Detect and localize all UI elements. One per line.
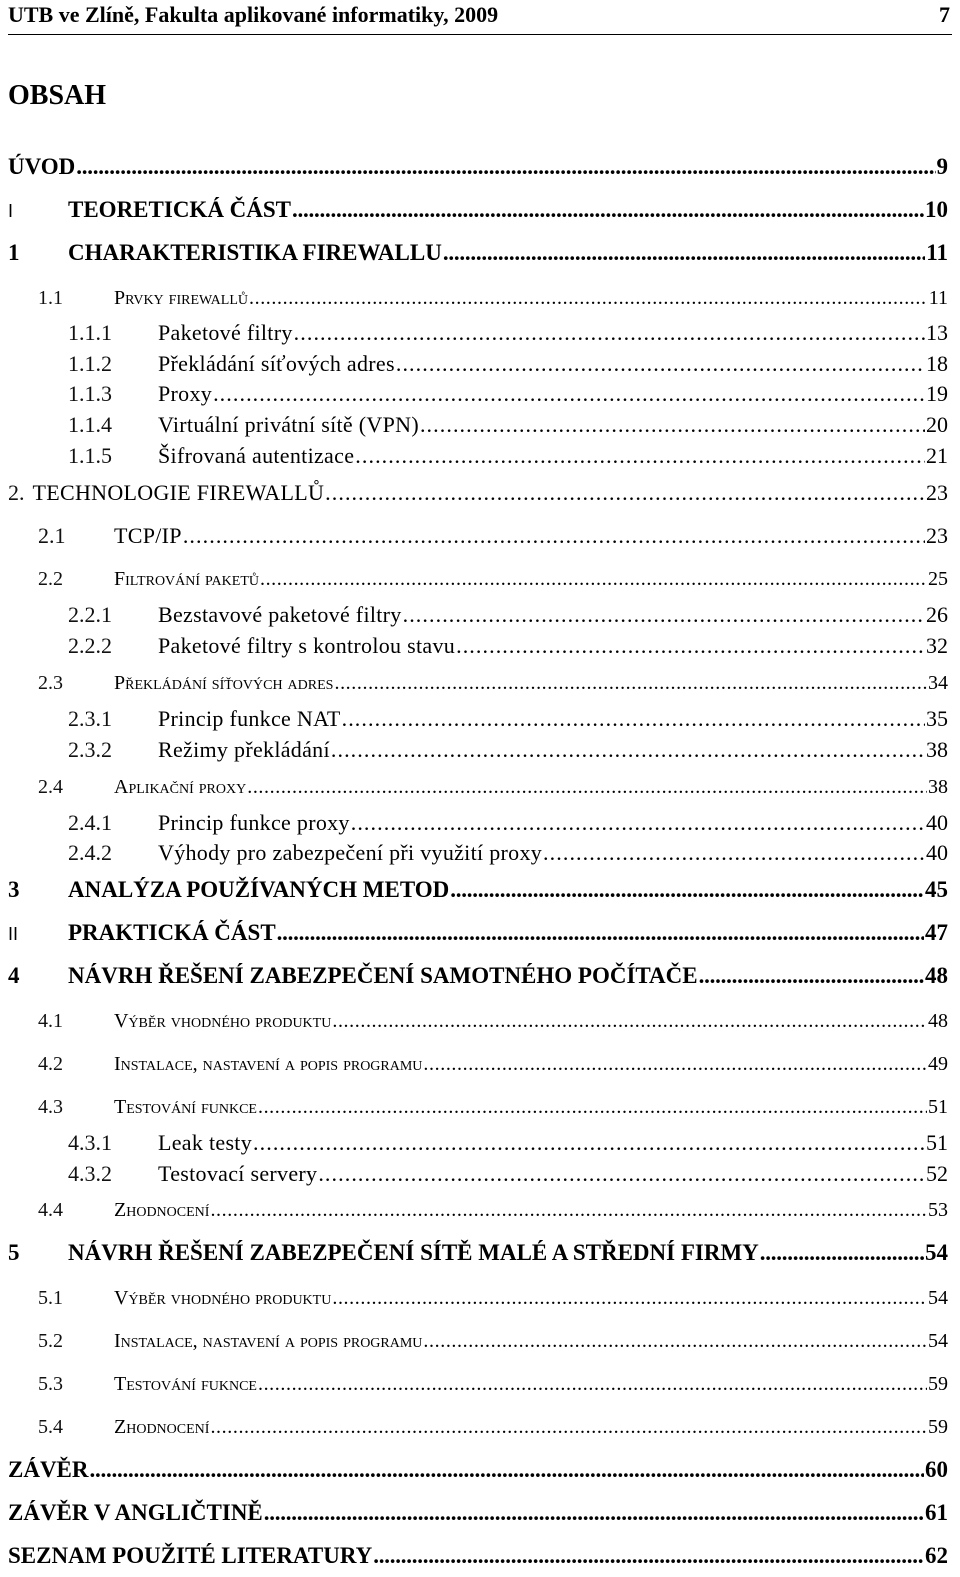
toc-entry-title: TEORETICKÁ ČÁST <box>68 197 292 222</box>
toc-entry-paketove-filtry[interactable] <box>68 318 948 348</box>
toc-entry-prekladani-sitovych-adres-2[interactable] <box>38 668 948 698</box>
toc-entry-charakteristika-firewallu[interactable] <box>8 238 948 268</box>
toc-leader <box>292 195 924 225</box>
toc-entry-title: Výběr vhodného produktu <box>114 1287 332 1309</box>
toc-entry-title: Zhodnocení <box>114 1199 210 1221</box>
toc-entry-title: ANALÝZA POUŽÍVANÝCH METOD <box>68 877 450 902</box>
toc-entry-number: 1.1 <box>38 287 63 309</box>
toc-entry-page: 60 <box>925 1457 948 1482</box>
toc-entry-page: 54 <box>928 1287 948 1309</box>
toc-entry-filtrovani-paketu[interactable] <box>38 564 948 594</box>
toc-leader <box>423 1049 927 1079</box>
toc-entry-page: 45 <box>925 877 948 902</box>
toc-entry-testovaci-servery[interactable] <box>68 1159 948 1189</box>
toc-leader <box>249 283 928 313</box>
toc-entry-number: 2.3.2 <box>68 737 112 762</box>
toc-entry-number: 1.1.1 <box>68 320 112 345</box>
toc-leader <box>334 668 927 698</box>
toc-entry-prakticka-cast[interactable] <box>8 918 948 948</box>
toc-entry-number: 2.2 <box>38 568 63 590</box>
toc-entry-vpn[interactable] <box>68 410 948 440</box>
toc-leader <box>325 478 925 508</box>
toc-entry-title: ZÁVĚR <box>8 1457 89 1482</box>
header-page-number: 7 <box>939 2 950 27</box>
toc-leader <box>332 1006 927 1036</box>
toc-entry-title: Princip funkce NAT <box>158 706 341 731</box>
toc-leader <box>699 961 924 991</box>
toc-entry-number: 4.3.2 <box>68 1161 112 1186</box>
toc-entry-seznam-pouzite-literatury[interactable] <box>8 1541 948 1571</box>
toc-entry-number: 4.4 <box>38 1199 63 1221</box>
toc-entry-vyhody-pro-zabezpeceni[interactable] <box>68 838 948 868</box>
toc-entry-title: Překládání síťových adres <box>114 672 334 694</box>
toc-leader <box>331 735 925 765</box>
toc-entry-page: 53 <box>928 1199 948 1221</box>
toc-entry-tcp-ip[interactable] <box>38 521 948 551</box>
toc-entry-number: 1 <box>8 240 20 265</box>
toc-entry-prekladani-sitovych-adres[interactable] <box>68 349 948 379</box>
toc-entry-page: 10 <box>925 197 948 222</box>
toc-entry-number: 2. <box>8 480 25 505</box>
toc-entry-title: NÁVRH ŘEŠENÍ ZABEZPEČENÍ SÍTĚ MALÉ A STŘEDNÍ FIRMY <box>68 1240 759 1265</box>
toc-entry-analyza-pouzivanych-metod[interactable] <box>8 875 948 905</box>
toc-entry-title: Paketové filtry s kontrolou stavu <box>158 633 456 658</box>
toc-entry-title: PRAKTICKÁ ČÁST <box>68 920 276 945</box>
toc-leader <box>332 1283 927 1313</box>
toc-entry-navrh-reseni-site[interactable] <box>8 1238 948 1268</box>
toc-leader <box>420 410 925 440</box>
header-title: UTB ve Zlíně, Fakulta aplikované informatiky, 2009 <box>8 2 499 27</box>
toc-entry-zaver[interactable] <box>8 1455 948 1485</box>
toc-entry-page: 38 <box>926 737 948 762</box>
toc-entry-page: 35 <box>926 706 948 731</box>
toc-entry-number: 2.3 <box>38 672 63 694</box>
toc-leader <box>450 875 924 905</box>
toc-entry-prvky-firewallu[interactable] <box>38 283 948 313</box>
toc-entry-paketove-filtry-s-kontrolou-stavu[interactable] <box>68 631 948 661</box>
toc-entry-number: 2.4.1 <box>68 810 112 835</box>
toc-entry-page: 49 <box>928 1053 948 1075</box>
toc-leader <box>355 441 925 471</box>
toc-entry-page: 38 <box>928 776 948 798</box>
toc-entry-navrh-reseni-pocitace[interactable] <box>8 961 948 991</box>
toc-entry-title: Testování funkce <box>114 1096 257 1118</box>
toc-entry-title: Filtrování paketů <box>114 568 259 590</box>
toc-entry-instalace-nastaveni[interactable] <box>38 1049 948 1079</box>
toc-entry-vyber-vhodneho-produktu[interactable] <box>38 1006 948 1036</box>
toc-leader <box>318 1159 925 1189</box>
toc-title: OBSAH <box>8 80 107 111</box>
toc-entry-number: 5.2 <box>38 1330 63 1352</box>
toc-leader <box>76 152 935 182</box>
toc-leader <box>247 772 927 802</box>
toc-leader <box>210 1195 927 1225</box>
toc-leader <box>373 1541 924 1571</box>
toc-leader <box>760 1238 924 1268</box>
toc-entry-page: 26 <box>926 602 948 627</box>
toc-entry-title: ZÁVĚR V ANGLIČTINĚ <box>8 1500 263 1525</box>
toc-entry-rezimy-prekladani[interactable] <box>68 735 948 765</box>
toc-entry-page: 62 <box>925 1543 948 1568</box>
toc-entry-number: 5 <box>8 1240 20 1265</box>
toc-entry-number: 4.2 <box>38 1053 63 1075</box>
toc-leader <box>258 1092 927 1122</box>
toc-entry-number: 1.1.5 <box>68 443 112 468</box>
toc-entry-number: 4 <box>8 963 20 988</box>
toc-entry-number: 4.3.1 <box>68 1130 112 1155</box>
toc-entry-title: Bezstavové paketové filtry <box>158 602 402 627</box>
toc-entry-zhodnoceni[interactable] <box>38 1195 948 1225</box>
toc-leader <box>396 349 925 379</box>
toc-entry-bezstavove-paketove-filtry[interactable] <box>68 600 948 630</box>
toc-entry-number: 2.4 <box>38 776 63 798</box>
toc-entry-page: 19 <box>926 381 948 406</box>
toc-leader <box>258 1369 927 1399</box>
toc-entry-number: I <box>8 201 14 221</box>
toc-entry-page: 61 <box>925 1500 948 1525</box>
toc-entry-leak-testy[interactable] <box>68 1128 948 1158</box>
toc-entry-title: SEZNAM POUŽITÉ LITERATURY <box>8 1543 373 1568</box>
toc-entry-number: 2.3.1 <box>68 706 112 731</box>
toc-entry-proxy[interactable] <box>68 379 948 409</box>
toc-entry-title: Testovací servery <box>158 1161 318 1186</box>
toc-entry-page: 23 <box>926 523 948 548</box>
toc-entry-number: 4.3 <box>38 1096 63 1118</box>
toc-entry-page: 11 <box>926 240 948 265</box>
toc-entry-sifrovana-autentizace[interactable] <box>68 441 948 471</box>
toc-entry-page: 59 <box>928 1416 948 1438</box>
toc-entry-page: 9 <box>936 154 948 179</box>
toc-entry-title: TCP/IP <box>114 523 182 548</box>
toc-entry-page: 54 <box>925 1240 948 1265</box>
toc-leader <box>90 1455 924 1485</box>
toc-entry-vyber-vhodneho-produktu-2[interactable] <box>38 1283 948 1313</box>
toc-entry-number: 5.3 <box>38 1373 63 1395</box>
page-header <box>8 0 952 35</box>
toc-entry-title: Virtuální privátní sítě (VPN) <box>158 412 419 437</box>
toc-entry-page: 18 <box>926 351 948 376</box>
toc-entry-uvod[interactable] <box>8 152 948 182</box>
toc-leader <box>183 521 925 551</box>
toc-entry-page: 40 <box>926 810 948 835</box>
toc-entry-title: ÚVOD <box>8 154 76 179</box>
toc-entry-number: 2.2.1 <box>68 602 112 627</box>
toc-entry-number: 2.4.2 <box>68 840 112 865</box>
toc-leader <box>443 238 925 268</box>
toc-entry-page: 20 <box>926 412 948 437</box>
toc-entry-technologie-firewallu[interactable] <box>8 478 948 508</box>
toc-entry-page: 48 <box>928 1010 948 1032</box>
toc-leader <box>403 600 925 630</box>
toc-entry-title: CHARAKTERISTIKA FIREWALLU <box>68 240 442 265</box>
toc-leader <box>264 1498 924 1528</box>
toc-leader <box>423 1326 927 1356</box>
toc-entry-title: Princip funkce proxy <box>158 810 350 835</box>
toc-entry-title: Překládání síťových adres <box>158 351 395 376</box>
toc-entry-title: Testování fuknce <box>114 1373 257 1395</box>
toc-entry-number: 5.4 <box>38 1416 63 1438</box>
toc-entry-page: 23 <box>926 480 948 505</box>
toc-entry-page: 25 <box>928 568 948 590</box>
toc-leader <box>543 838 925 868</box>
toc-entry-princip-funkce-proxy[interactable] <box>68 808 948 838</box>
toc-entry-page: 32 <box>926 633 948 658</box>
toc-entry-number: 2.1 <box>38 523 66 548</box>
toc-leader <box>253 1128 925 1158</box>
toc-entry-title: TECHNOLOGIE FIREWALLŮ <box>32 480 325 505</box>
toc-leader <box>456 631 925 661</box>
toc-entry-aplikacni-proxy[interactable] <box>38 772 948 802</box>
toc-entry-title: Šifrovaná autentizace <box>158 443 355 468</box>
toc-entry-page: 52 <box>926 1161 948 1186</box>
toc-entry-title: NÁVRH ŘEŠENÍ ZABEZPEČENÍ SAMOTNÉHO POČÍTAČE <box>68 963 698 988</box>
toc-entry-page: 51 <box>928 1096 948 1118</box>
toc-entry-instalace-nastaveni-2[interactable] <box>38 1326 948 1356</box>
toc-entry-title: Prvky firewallů <box>114 287 248 309</box>
toc-entry-number: 5.1 <box>38 1287 63 1309</box>
toc-entry-page: 40 <box>926 840 948 865</box>
toc-entry-number: 1.1.2 <box>68 351 112 376</box>
toc-entry-number: 2.2.2 <box>68 633 112 658</box>
toc-entry-page: 13 <box>926 320 948 345</box>
toc-entry-title: Výběr vhodného produktu <box>114 1010 332 1032</box>
toc-entry-page: 11 <box>928 287 948 309</box>
toc-entry-princip-funkce-nat[interactable] <box>68 704 948 734</box>
toc-entry-page: 59 <box>928 1373 948 1395</box>
toc-entry-number: II <box>8 924 19 944</box>
toc-entry-page: 54 <box>928 1330 948 1352</box>
toc-entry-testovani-funkce[interactable] <box>38 1092 948 1122</box>
toc-entry-title: Výhody pro zabezpečení při využití proxy <box>158 840 543 865</box>
toc-entry-title: Paketové filtry <box>158 320 293 345</box>
toc-leader <box>342 704 925 734</box>
toc-leader <box>294 318 925 348</box>
toc-entry-page: 34 <box>928 672 948 694</box>
toc-entry-title: Instalace, nastavení a popis programu <box>114 1053 423 1075</box>
toc-entry-title: Zhodnocení <box>114 1416 210 1438</box>
toc-entry-page: 48 <box>925 963 948 988</box>
toc-entry-teoreticka-cast[interactable] <box>8 195 948 225</box>
toc-entry-title: Proxy <box>158 381 213 406</box>
toc-entry-testovani-fuknce[interactable] <box>38 1369 948 1399</box>
toc-entry-zaver-v-anglictine[interactable] <box>8 1498 948 1528</box>
toc-entry-title: Instalace, nastavení a popis programu <box>114 1330 423 1352</box>
toc-entry-title: Aplikační proxy <box>114 776 247 798</box>
toc-leader <box>260 564 927 594</box>
toc-entry-number: 1.1.3 <box>68 381 112 406</box>
toc-entry-number: 1.1.4 <box>68 412 112 437</box>
toc-entry-zhodnoceni-2[interactable] <box>38 1412 948 1442</box>
toc-entry-page: 51 <box>926 1130 948 1155</box>
toc-entry-number: 3 <box>8 877 20 902</box>
toc-entry-page: 21 <box>926 443 948 468</box>
toc-leader <box>277 918 924 948</box>
toc-entry-title: Leak testy <box>158 1130 253 1155</box>
toc-entry-page: 47 <box>925 920 948 945</box>
toc-leader <box>210 1412 927 1442</box>
toc-entry-title: Režimy překládání <box>158 737 330 762</box>
toc-leader <box>351 808 925 838</box>
toc-entry-number: 4.1 <box>38 1010 63 1032</box>
toc-leader <box>213 379 925 409</box>
